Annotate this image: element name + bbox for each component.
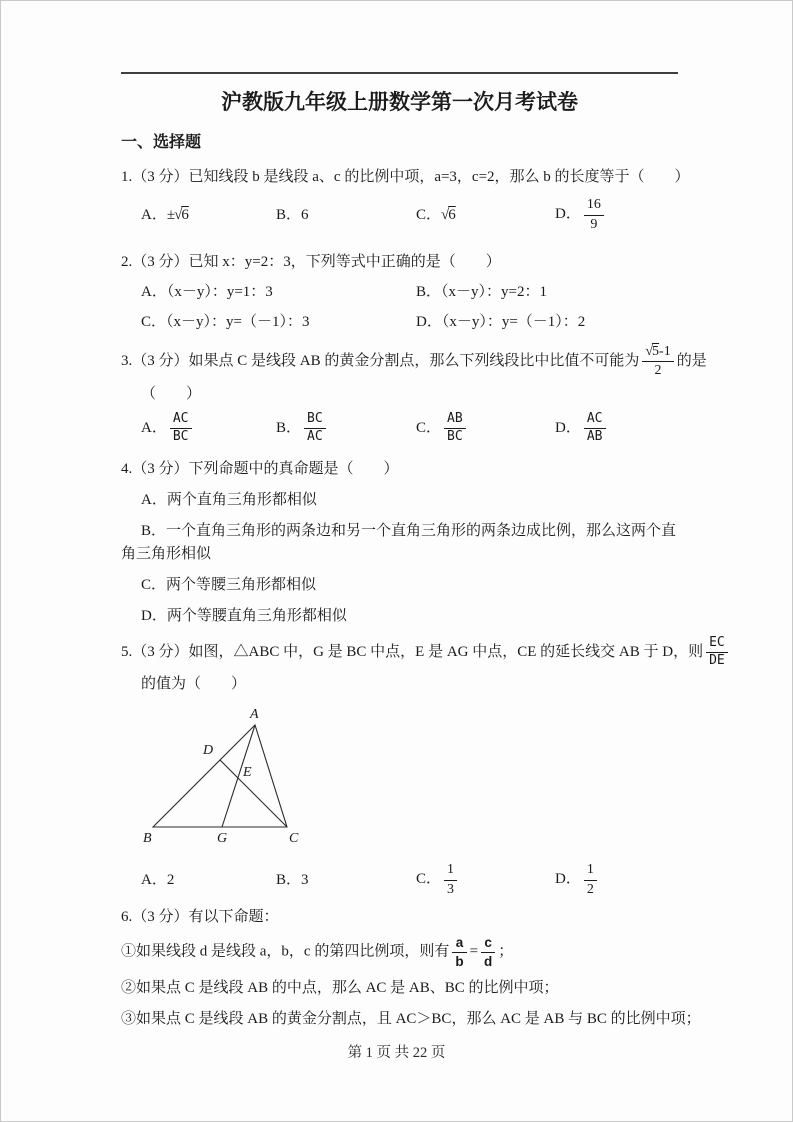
figure-label-d: D: [203, 743, 214, 759]
q2-option-b: B．（x－y）：y=2：1: [416, 284, 547, 300]
q2-option-d: D．（x－y）：y=（－1）：2: [416, 314, 586, 330]
q1-option-d: [555, 195, 678, 234]
q5-figure: [139, 704, 678, 854]
q1-options: [121, 193, 678, 237]
q1-option-d-fraction: $\frac{16}{9}$: [584, 196, 604, 233]
q5-stem-line2: 的值为（ ）: [141, 676, 247, 693]
q2-option-a: A．（x－y）：y=1：3: [141, 284, 273, 300]
q1-option-a-radical: ±√: [166, 206, 182, 223]
q4-option-d: D．两个等腰直角三角形都相似: [141, 608, 347, 625]
page-footer: 第 1 页 共 22 页: [347, 1045, 446, 1061]
q1-option-c-radicand: 6: [448, 206, 456, 223]
q5-ec-de-fraction: $\frac{EC}{DE}$: [706, 635, 728, 670]
figure-label-g: G: [217, 831, 228, 847]
q3-option-c-fraction: $\frac{AB}{BC}$: [444, 411, 466, 446]
q5-options: [121, 858, 678, 902]
q5-option-c: C． $\frac{1}{3}$: [416, 860, 555, 899]
q4-option-b: B．一个直角三角形的两条边和另一个直角三角形的两条边成比例，那么这两个直角三角形相似: [121, 523, 677, 563]
q1-option-c-label: C．: [416, 206, 442, 223]
q6-item1-equals: =: [469, 943, 479, 960]
figure-label-b: B: [143, 831, 152, 847]
q3-stem-line2: （ ）: [141, 386, 202, 403]
q3-stem-text: 3.（3 分）如果点 C 是线段 AB 的黄金分割点，那么下列线段比中比值不可能为: [121, 353, 640, 370]
header-rule: [121, 72, 678, 74]
q3-stem-suffix: 的是: [676, 353, 707, 370]
q6-item2: ②如果点 C 是线段 AB 的中点，那么 AC 是 AB、BC 的比例中项；: [121, 980, 559, 997]
q6-item1-fraction2: $\frac{c}{d}$: [481, 934, 495, 970]
section-heading: 一、选择题: [121, 134, 202, 151]
q3-fraction-radical: √: [645, 344, 653, 359]
q3-fraction-num-rest: -1: [659, 344, 671, 359]
q6-item1-suffix: ；: [498, 943, 514, 960]
q6-item1-text: ①如果线段 d 是线段 a，b，c 的第四比例项，则有: [121, 943, 450, 960]
q1-stem: 1.（3 分）已知线段 b 是线段 a、c 的比例中项，a=3，c=2，那么 b 的长度等于（ ）: [121, 169, 690, 185]
page-title: 沪教版九年级上册数学第一次月考试卷: [221, 90, 578, 114]
q3-option-b: B． $\frac{BC}{AC}$: [276, 410, 416, 447]
q5-option-d-fraction: $\frac{1}{2}$: [584, 861, 597, 898]
q3-option-a-fraction: $\frac{AC}{BC}$: [170, 411, 192, 446]
q5-stem-text: 5.（3 分）如图，△ABC 中，G 是 BC 中点，E 是 AG 中点，CE 的延长线交 AB 于 D，则: [121, 644, 704, 661]
q1-option-a-radicand: 6: [181, 206, 189, 223]
q2-stem: 2.（3 分）已知 x：y=2：3，下列等式中正确的是（ ）: [121, 254, 501, 270]
q3-fraction-radicand: 5: [652, 344, 660, 359]
page-content: [121, 1, 725, 1031]
triangle-abc: [153, 725, 287, 827]
q1-option-a-label: A．: [141, 206, 167, 223]
q3-stem: [121, 342, 707, 381]
q5-option-b: B．3: [276, 871, 309, 888]
q5-option-d: D． $\frac{1}{2}$: [555, 860, 678, 899]
figure-label-a: A: [250, 707, 259, 723]
q6-stem: 6.（3 分）有以下命题：: [121, 909, 279, 926]
q5-option-a: A．2: [141, 871, 175, 888]
q1-option-d-label: D．: [555, 206, 581, 223]
q3-options: [121, 406, 678, 450]
q2-options-row2: [121, 311, 678, 334]
q1-option-b-value: 6: [301, 206, 309, 223]
q6-item3: ③如果点 C 是线段 AB 的黄金分割点，且 AC＞BC，那么 AC 是 AB 与 BC 的比例中项；: [121, 1011, 701, 1028]
q4-option-c: C．两个等腰三角形都相似: [141, 577, 317, 594]
figure-label-c: C: [289, 831, 299, 847]
q3-option-d-fraction: $\frac{AC}{AB}$: [584, 411, 606, 446]
q4-stem: 4.（3 分）下列命题中的真命题是（ ）: [121, 461, 399, 478]
q4-option-a: A．两个直角三角形都相似: [141, 492, 317, 509]
q5-triangle-diagram: [139, 704, 314, 854]
figure-label-e: E: [243, 765, 252, 781]
q1-option-b: [276, 204, 416, 227]
q3-option-d: D． $\frac{AC}{AB}$: [555, 410, 678, 447]
q2-option-c: C．（x－y）：y=（－1）：3: [141, 314, 310, 330]
q1-option-c: [416, 204, 555, 227]
q5-stem: [121, 634, 725, 671]
q6-item1-fraction1: $\frac{a}{b}$: [452, 934, 466, 970]
q1-option-b-label: B．: [276, 206, 302, 223]
q3-option-a: A． $\frac{AC}{BC}$: [141, 410, 276, 447]
q5-option-c-fraction: $\frac{1}{3}$: [444, 861, 457, 898]
q3-golden-ratio-fraction: $\frac{√5-1}{2}$: [642, 343, 673, 380]
q3-option-b-fraction: $\frac{BC}{AC}$: [304, 411, 326, 446]
q3-option-c: C． $\frac{AB}{BC}$: [416, 410, 555, 447]
q1-option-a: [141, 204, 276, 227]
q2-options-row1: [121, 281, 678, 304]
q6-item1: [121, 933, 678, 971]
q1-option-c-radical: √: [441, 206, 449, 223]
